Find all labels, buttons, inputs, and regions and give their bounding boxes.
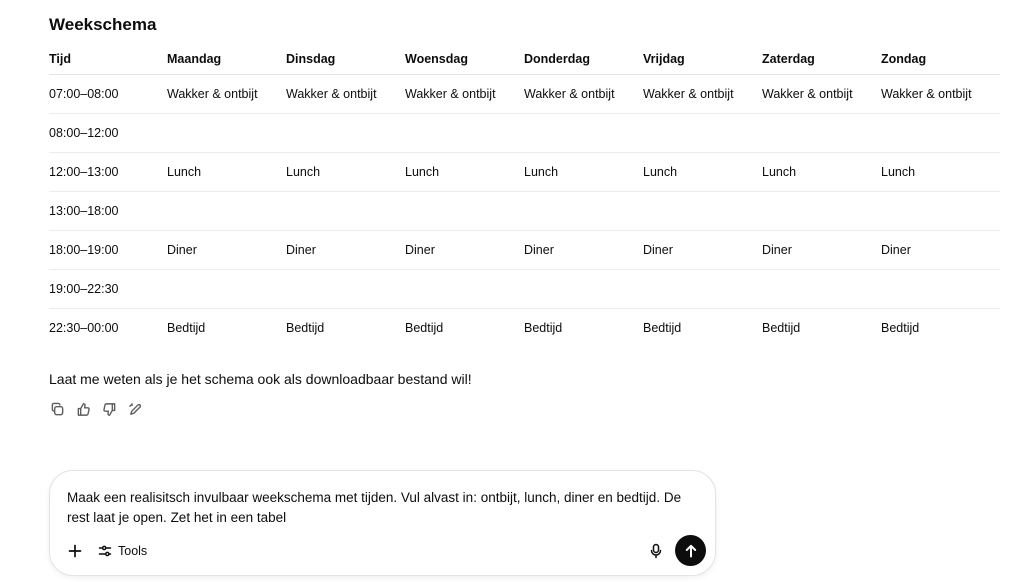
thumbs-up-icon [76, 402, 91, 417]
header-cell: Zaterdag [762, 45, 881, 74]
followup-text: Laat me weten als je het schema ook als downloadbaar bestand wil! [49, 371, 472, 387]
schedule-cell [881, 191, 1000, 230]
send-button[interactable] [675, 535, 706, 566]
schedule-cell: Bedtijd [286, 320, 325, 335]
table-row [49, 152, 1000, 191]
schedule-cell: Diner [643, 230, 762, 269]
header-cell: Maandag [167, 45, 286, 74]
header-cell: Zondag [881, 45, 1000, 74]
schedule-cell [524, 269, 643, 308]
schedule-cell [643, 113, 762, 152]
header-cell: Woensdag [405, 45, 524, 74]
thumbs-down-button[interactable] [101, 401, 118, 418]
schedule-cell: Lunch [286, 152, 405, 191]
schedule-cell: Lunch [643, 152, 762, 191]
schedule-cell: Wakker & ontbijt [286, 74, 405, 113]
time-cell: 07:00–08:00 [49, 74, 167, 113]
tools-icon [98, 544, 112, 558]
table-row [49, 308, 1000, 347]
schedule-cell [286, 191, 405, 230]
table-row [49, 191, 1000, 230]
thumbs-down-icon [102, 402, 117, 417]
schedule-cell: Wakker & ontbijt [762, 74, 881, 113]
response-actions [49, 401, 144, 418]
header-cell: Donderdag [524, 45, 643, 74]
table-row [49, 113, 1000, 152]
table-row [49, 74, 1000, 113]
schedule-cell: Lunch [524, 152, 643, 191]
schedule-cell: Bedtijd [881, 320, 920, 335]
schedule-cell [643, 191, 762, 230]
edit-icon [128, 402, 143, 417]
schedule-cell: Diner [286, 230, 405, 269]
time-cell: 22:30–00:00 [49, 320, 119, 335]
header-cell: Tijd [49, 45, 167, 74]
tools-button[interactable] [98, 541, 147, 561]
header-cell: Dinsdag [286, 45, 405, 74]
thumbs-up-button[interactable] [75, 401, 92, 418]
schedule-cell [881, 113, 1000, 152]
schedule-cell [405, 113, 524, 152]
schedule-cell [524, 113, 643, 152]
schedule-cell: Diner [762, 230, 881, 269]
schedule-cell: Bedtijd [643, 320, 682, 335]
schedule-cell: Lunch [405, 152, 524, 191]
header-cell: Vrijdag [643, 45, 762, 74]
schedule-cell [762, 191, 881, 230]
schedule-cell: Wakker & ontbijt [167, 74, 286, 113]
schedule-cell: Wakker & ontbijt [881, 74, 1000, 113]
response-title: Weekschema [49, 15, 157, 34]
schedule-cell [524, 191, 643, 230]
schedule-cell: Bedtijd [405, 320, 444, 335]
schedule-cell: Bedtijd [167, 320, 206, 335]
message-composer[interactable] [49, 470, 716, 576]
microphone-icon [649, 543, 663, 559]
schedule-cell [762, 269, 881, 308]
schedule-cell [286, 113, 405, 152]
schedule-cell [167, 269, 286, 308]
time-cell: 12:00–13:00 [49, 152, 167, 191]
schedule-cell: Wakker & ontbijt [524, 74, 643, 113]
schedule-table [49, 45, 1000, 347]
schedule-cell: Diner [881, 230, 1000, 269]
tools-label: Tools [118, 544, 148, 558]
table-row [49, 269, 1000, 308]
schedule-cell: Wakker & ontbijt [405, 74, 524, 113]
copy-icon [50, 402, 65, 417]
schedule-cell: Lunch [167, 152, 286, 191]
schedule-cell [405, 191, 524, 230]
voice-input-button[interactable] [646, 541, 666, 561]
schedule-cell: Bedtijd [524, 320, 563, 335]
send-arrow-icon [684, 544, 698, 558]
schedule-cell: Lunch [762, 152, 881, 191]
schedule-cell: Diner [405, 230, 524, 269]
time-cell: 19:00–22:30 [49, 269, 167, 308]
schedule-cell [643, 269, 762, 308]
schedule-cell: Diner [524, 230, 643, 269]
schedule-cell [881, 269, 1000, 308]
schedule-cell: Bedtijd [762, 320, 801, 335]
prompt-input[interactable]: Maak een realisitsch invulbaar weekschema met tijden. Vul alvast in: ontbijt, lunch, diner en bedtijd. De rest laat je open. Zet het in een tabel [67, 490, 682, 525]
add-attachment-button[interactable] [65, 541, 85, 561]
schedule-cell [167, 191, 286, 230]
table-header-row [49, 45, 1000, 74]
schedule-cell [762, 113, 881, 152]
schedule-cell [405, 269, 524, 308]
copy-button[interactable] [49, 401, 66, 418]
plus-icon [68, 544, 82, 558]
edit-button[interactable] [127, 401, 144, 418]
time-cell: 13:00–18:00 [49, 191, 167, 230]
schedule-cell: Lunch [881, 152, 1000, 191]
schedule-cell: Diner [167, 230, 286, 269]
schedule-cell [286, 269, 405, 308]
time-cell: 08:00–12:00 [49, 113, 167, 152]
table-row [49, 230, 1000, 269]
schedule-cell: Wakker & ontbijt [643, 74, 762, 113]
time-cell: 18:00–19:00 [49, 230, 167, 269]
schedule-cell [167, 113, 286, 152]
